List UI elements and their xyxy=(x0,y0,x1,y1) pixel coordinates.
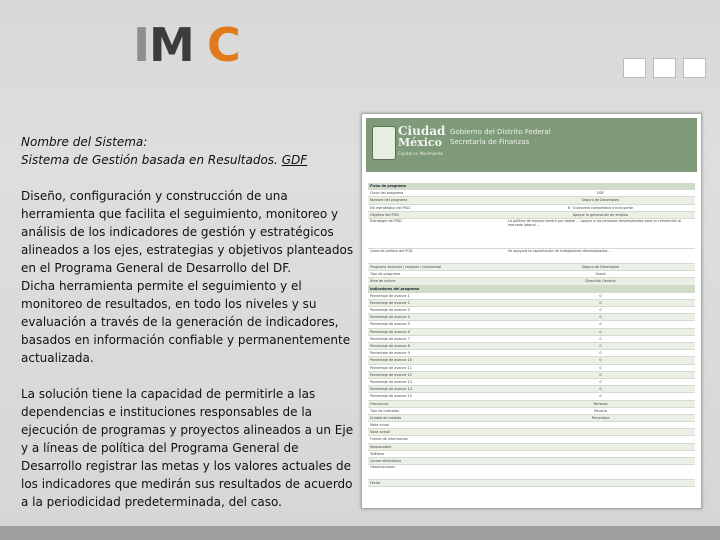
sheet-row-label: Fuente de información xyxy=(370,437,409,442)
sheet-row-label: Valor actual xyxy=(370,430,391,435)
square-icon xyxy=(653,58,676,78)
slide-text xyxy=(21,133,356,511)
sheet-row-value: 0 xyxy=(599,358,602,363)
sheet-row xyxy=(368,271,695,278)
sheet-row xyxy=(368,386,695,393)
sheet-row-value: 0 xyxy=(599,372,602,377)
system-name xyxy=(21,151,356,169)
sheet-row-label: Porcentaje de avance 7 xyxy=(370,336,410,341)
sheet-row xyxy=(368,465,695,480)
program-sheet xyxy=(368,183,695,487)
sheet-row xyxy=(368,321,695,328)
sheet-row-label: Unidad de medida xyxy=(370,415,402,420)
sheet-row-value: Seguro de Desempleo xyxy=(581,264,620,269)
sheet-row-value: Dirección General xyxy=(585,279,616,284)
gov-line-2: Secretaría de Finanzas xyxy=(450,138,530,146)
system-name-prefix: Sistema de Gestión basada en Resultados. xyxy=(21,153,278,167)
sheet-row xyxy=(368,393,695,400)
square-icon xyxy=(623,58,646,78)
sheet-row xyxy=(368,197,695,204)
sheet-row xyxy=(368,343,695,350)
sheet-row-label: Porcentaje de avance 9 xyxy=(370,351,410,356)
sheet-row-value: GDF xyxy=(596,191,605,196)
sheet-row xyxy=(368,219,695,249)
sheet-row-value: 0 xyxy=(599,293,602,298)
sheet-row-label: Porcentaje de avance 8 xyxy=(370,344,410,348)
sheet-row-value: 0 xyxy=(599,394,602,399)
sheet-row-label: Programa sectorial / regional / transversal xyxy=(370,264,442,269)
sheet-row-value: Social xyxy=(595,272,606,277)
sheet-row xyxy=(368,336,695,343)
sheet-row-label: Porcentaje de avance 5 xyxy=(370,322,410,327)
sheet-row xyxy=(368,444,695,451)
sheet-row-label: Porcentaje de avance 11 xyxy=(370,365,412,370)
sheet-row-label: Estrategia del PGD xyxy=(370,218,402,223)
screenshot-header xyxy=(366,118,697,172)
sheet-row-value: Se apoyará la capacitación de trabajadores desempleados ... xyxy=(508,248,612,253)
sheet-row xyxy=(368,249,695,264)
gov-line-1: Gobierno del Distrito Federal xyxy=(450,128,551,136)
sheet-row xyxy=(368,278,695,285)
sheet-row-value: 0 xyxy=(599,365,602,370)
sheet-row-value: Porcentaje xyxy=(591,415,610,420)
sheet-row-value: 0 xyxy=(599,315,602,320)
sheet-row xyxy=(368,190,695,197)
sheet-row-label: Porcentaje de avance 3 xyxy=(370,308,410,313)
square-icon xyxy=(683,58,706,78)
sheet-row xyxy=(368,379,695,386)
logo-letter-c: C xyxy=(207,18,239,72)
sheet-row-value: Apoyar la generación de empleo xyxy=(572,212,629,217)
sheet-row xyxy=(368,415,695,422)
sheet-row-label: Porcentaje de avance 13 xyxy=(370,379,412,384)
logo-letter-i: I xyxy=(133,18,149,72)
sheet-row-label: Porcentaje de avance 2 xyxy=(370,300,410,305)
city-line-2: México xyxy=(398,136,442,149)
paragraph-capability: La solución tiene la capacidad de permitirle a las dependencias e instituciones responsables de la ejecución de programas y proyectos alineados a un Eje y a líneas de política del Programa General de Desarrollo registrar las metas y los valores actuales de los indicadores que medirán sus resultados de acuerdo a la periodicidad predeterminada, del caso. xyxy=(21,387,354,509)
sheet-row-label: Eje estratégico del PGD xyxy=(370,205,410,210)
system-abbr: GDF xyxy=(281,153,308,167)
sheet-row-value: La política de empleo tendrá por objeto ... apoyar a las personas desempleadas para su reinserción al mercado laboral ... xyxy=(508,218,682,228)
sheet-row-label: Porcentaje de avance 15 xyxy=(370,394,412,399)
sheet-row-value: Eficacia xyxy=(593,408,608,413)
government-title xyxy=(450,127,551,147)
sheet-row-label: Objetivo del PGD xyxy=(370,212,399,217)
sheet-row-value: 0 xyxy=(599,344,602,348)
logo-letter-m: M xyxy=(149,18,193,72)
sheet-row-value: 0 xyxy=(599,300,602,305)
sheet-row xyxy=(368,286,695,293)
sheet-row xyxy=(368,458,695,465)
sheet-row-label: Porcentaje de avance 4 xyxy=(370,315,410,320)
sheet-row-label: Línea de política del PGD xyxy=(370,248,413,253)
sheet-row-value: 0 xyxy=(599,308,602,313)
sheet-row xyxy=(368,372,695,379)
sheet-row-value: Seguro de Desempleo xyxy=(581,198,620,203)
bottom-bar xyxy=(0,526,720,540)
sheet-row xyxy=(368,205,695,212)
sheet-row-label: Tipo de indicador xyxy=(370,408,400,413)
sheet-row-value: 0 xyxy=(599,329,602,334)
sheet-row-label: Teléfono xyxy=(370,451,385,456)
sheet-row-label: Porcentaje de avance 6 xyxy=(370,329,410,334)
city-line-1: Ciudad xyxy=(398,124,446,138)
sheet-row xyxy=(368,408,695,415)
sheet-row xyxy=(368,329,695,336)
sheet-row xyxy=(368,436,695,443)
sheet-row-label: Nombre del programa xyxy=(370,198,408,203)
sheet-row-label: Porcentaje de avance 12 xyxy=(370,372,412,377)
imc-logo xyxy=(133,18,253,72)
sheet-row-value: Mensual xyxy=(593,401,608,406)
sheet-row xyxy=(368,429,695,436)
sheet-row-label: Observaciones xyxy=(370,465,396,470)
city-seal-icon xyxy=(372,126,396,160)
sheet-row-label: Clave del programa xyxy=(370,191,404,196)
sheet-row xyxy=(368,401,695,408)
sheet-row-label: Fecha xyxy=(370,481,380,486)
sheet-row xyxy=(368,451,695,458)
sheet-row xyxy=(368,300,695,307)
sheet-row-label: Tipo de programa xyxy=(370,272,401,277)
sheet-row-label: Correo electrónico xyxy=(370,459,402,463)
sheet-row xyxy=(368,480,695,487)
sheet-row-label: Porcentaje de avance 10 xyxy=(370,358,412,363)
sheet-row-label: Meta anual xyxy=(370,423,389,428)
sheet-row-label: Responsable xyxy=(370,444,392,449)
sheet-row-value: 0 xyxy=(599,336,602,341)
sheet-row-label: Frecuencia xyxy=(370,401,389,406)
decorative-squares xyxy=(623,58,706,78)
sheet-row-value: 0 xyxy=(599,387,602,392)
sheet-row-value: 0 xyxy=(599,322,602,327)
sheet-row xyxy=(368,183,695,190)
paragraph-monitoring: Dicha herramienta permite el seguimiento y el monitoreo de resultados, en todo los niveles y su evaluación a través de la generación de indicadores, basados en información confiable y permanentemente actualizada. xyxy=(21,279,351,365)
sheet-row-label: Ficha de programa xyxy=(370,184,406,188)
sheet-row xyxy=(368,350,695,357)
sheet-row-label: Área de enlace xyxy=(370,279,396,284)
sheet-row-value: 6 · Economía competitiva e incluyente xyxy=(567,205,634,210)
sheet-row xyxy=(368,422,695,429)
system-screenshot xyxy=(361,113,702,509)
sheet-row xyxy=(368,264,695,271)
sheet-row-value: 0 xyxy=(599,351,602,356)
sheet-row xyxy=(368,357,695,364)
sheet-row xyxy=(368,293,695,300)
sheet-row xyxy=(368,212,695,219)
sheet-row-value: 0 xyxy=(599,379,602,384)
paragraph-design: Diseño, configuración y construcción de una herramienta que facilita el seguimiento, monitoreo y análisis de los indicadores de gestión y estratégicos alineados a los ejes, estrategias y objetivos planteados en el Programa General de Desarrollo del DF. xyxy=(21,189,354,275)
sheet-row xyxy=(368,314,695,321)
city-subtitle: Capital en Movimiento xyxy=(398,151,443,156)
sheet-row-label: Porcentaje de avance 1 xyxy=(370,293,410,298)
system-label: Nombre del Sistema: xyxy=(21,135,148,149)
city-name xyxy=(398,125,445,149)
sheet-row-label: Porcentaje de avance 14 xyxy=(370,387,412,392)
sheet-row xyxy=(368,307,695,314)
sheet-row xyxy=(368,365,695,372)
sheet-row-label: Indicadores del programa xyxy=(370,286,420,291)
